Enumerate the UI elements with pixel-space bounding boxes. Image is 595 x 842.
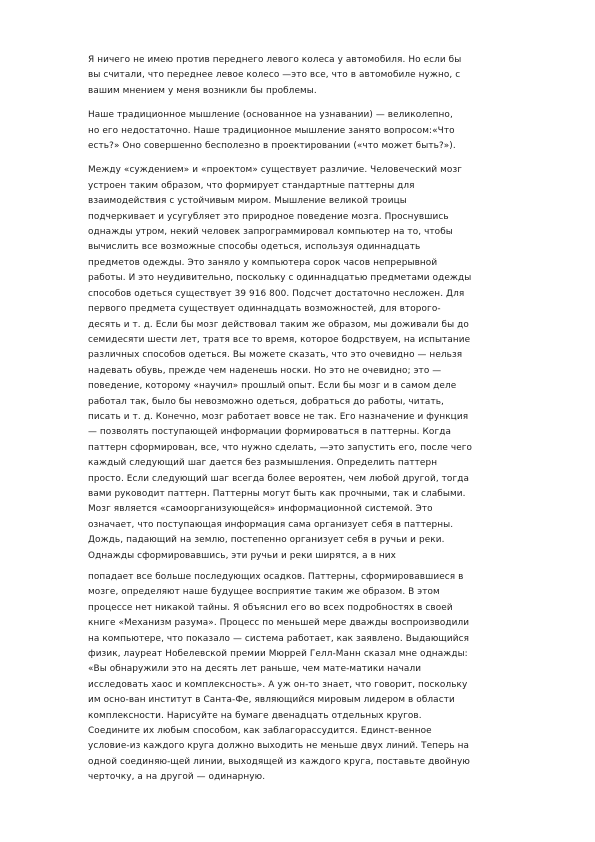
text-line: одной соединяю-щей линии, выходящей из каждого круга, поставьте двойную — [88, 756, 470, 767]
paragraph — [88, 108, 560, 154]
text-line: Дождь, падающий на землю, постепенно организует себя в ручьи и реки. — [88, 535, 445, 546]
text-line: способов одеться существует 39 916 800. Подсчет достаточно несложен. Для — [88, 288, 465, 299]
text-line: означает, что поступающая информация сама организует себя в паттерны. — [88, 519, 454, 530]
text-line: — позволять поступающей информации формироваться в паттерны. Когда — [88, 427, 451, 438]
text-line: предметов одежды. Это заняло у компьютера сорок часов непрерывной — [88, 257, 438, 268]
text-line: им осно-ван институт в Санта-Фе, являющийся мировым лидером в области — [88, 695, 455, 706]
text-line: мозге, определяют наше будущее восприятие таким же образом. В этом — [88, 587, 440, 598]
text-line: Однажды сформировавшись, эти ручьи и реки ширятся, а в них — [88, 550, 396, 561]
text-line: на компьютере, что показало — система работает, как заявлено. Выдающийся — [88, 633, 470, 644]
text-line: Мозг является «самоорганизующейся» информационной системой. Это — [88, 504, 433, 515]
text-line: «Вы обнаружили это на десять лет раньше, чем мате-матики начали — [88, 664, 422, 675]
text-line: книге «Механизм разума». Процесс по меньшей мере дважды воспроизводили — [88, 618, 470, 629]
text-line: вычислить все возможные способы одеться, используя одиннадцать — [88, 242, 421, 253]
text-line: каждый следующий шаг дается без размышления. Определить паттерн — [88, 458, 438, 469]
text-line: семидесяти шести лет, тратя все то время, которое бодрствуем, на испытание — [88, 334, 471, 345]
text-line: комплексности. Нарисуйте на бумаге двенадцать отдельных кругов. — [88, 710, 422, 721]
paragraph — [88, 53, 560, 99]
text-line: исследовать хаос и комплексность». А уж он-то знает, что говорит, поскольку — [88, 679, 468, 690]
text-line: Наше традиционное мышление (основанное на узнавании) — великолепно, — [88, 110, 453, 121]
text-line: условие-из каждого круга должно выходить не меньше двух линий. Теперь на — [88, 741, 470, 752]
text-line: однажды утром, некий человек запрограммировал компьютер на то, чтобы — [88, 227, 453, 238]
text-line: есть?» Оно совершенно бесполезно в проектировании («что может быть?»). — [88, 141, 456, 152]
text-line: первого предмета существует одиннадцать возможностей, для второго- — [88, 304, 441, 315]
text-line: различных способов одеться. Вы можете сказать, что это очевидно — нельзя — [88, 350, 463, 361]
text-line: черточку, а на другой — одинарную. — [88, 772, 266, 783]
text-line: подчеркивает и усугубляет это природное поведение мозга. Проснувшись — [88, 211, 449, 222]
text-line: вашим мнением у меня возникли бы проблемы. — [88, 85, 317, 96]
document-body — [88, 53, 560, 786]
paragraph — [88, 570, 560, 786]
text-line: Между «суждением» и «проектом» существует различие. Человеческий мозг — [88, 165, 463, 176]
text-line: писать и т. д. Конечно, мозг работает вовсе не так. Его назначение и функция — [88, 411, 469, 422]
text-line: но его недостаточно. Наше традиционное мышление занято вопросом:«Что — [88, 125, 455, 136]
text-line: устроен таким образом, что формирует стандартные паттерны для — [88, 180, 415, 191]
text-line: Я ничего не имею против переднего левого колеса у автомобиля. Но если бы — [88, 55, 462, 65]
text-line: надевать обувь, прежде чем наденешь носки. Но это не очевидно; это — — [88, 365, 442, 376]
text-line: поведение, которому «научил» прошлый опыт. Если бы мозг и в самом деле — [88, 381, 457, 392]
text-line: просто. Если следующий шаг всегда более вероятен, чем любой другой, тогда — [88, 473, 469, 484]
text-line: работал так, было бы невозможно одеться, добраться до работы, читать, — [88, 396, 444, 407]
text-line: взаимодействия с устойчивым миром. Мышление великой троицы — [88, 196, 407, 207]
text-line: физик, лауреат Нобелевской премии Мюррей Гелл-Манн сказал мне однажды: — [88, 649, 468, 660]
text-line: работы. И это неудивительно, поскольку с одиннадцатью предметами одежды — [88, 273, 472, 284]
text-line: вами руководит паттерн. Паттерны могут быть как прочными, так и слабыми. — [88, 488, 466, 499]
text-line: процессе нет никакой тайны. Я объяснил его во всех подробностях в своей — [88, 602, 453, 613]
text-line: попадает все больше последующих осадков. Паттерны, сформировавшиеся в — [88, 572, 464, 582]
paragraph — [88, 163, 560, 564]
text-line: вы считали, что переднее левое колесо —это все, что в автомобиле нужно, с — [88, 70, 461, 81]
text-line: паттерн сформирован, все, что нужно сделать, —это запустить его, после чего — [88, 442, 473, 453]
text-line: Соедините их любым способом, как заблагорассудится. Единст-венное — [88, 726, 432, 737]
text-line: десять и т. д. Если бы мозг действовал таким же образом, мы доживали бы до — [88, 319, 469, 330]
